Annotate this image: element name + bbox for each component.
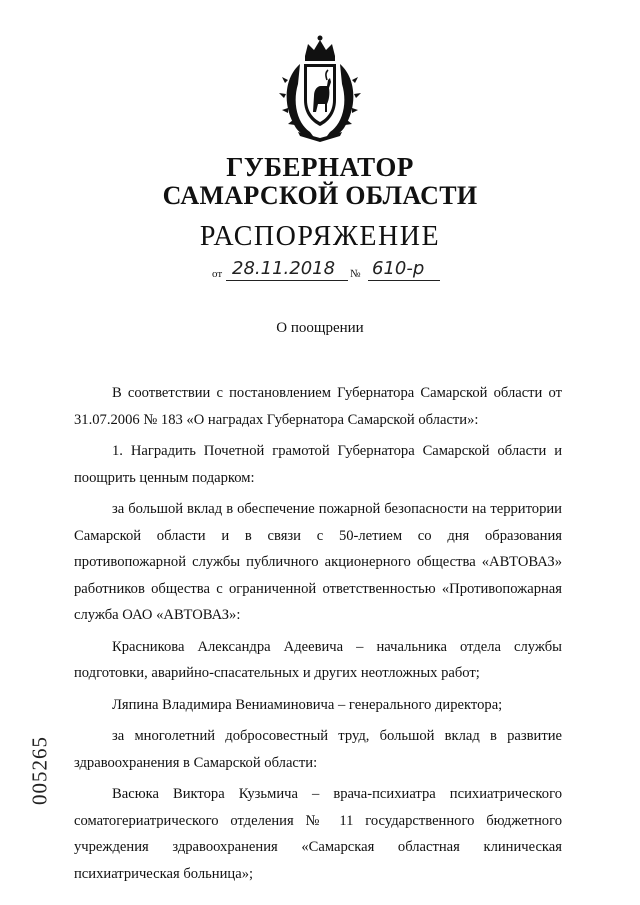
body-paragraph: Васюка Виктора Кузьмича – врача-психиатра психиатрического соматогериатрического отделения № 11 государственного бюджетного учреждения здравоохранения «Самарская областная клиническая психиатрическая больница»; [74,786,562,882]
document-number: 610-р [372,258,425,279]
document-subject: О поощрении [276,320,364,336]
header-title-line2: САМАРСКОЙ ОБЛАСТИ [162,181,478,210]
document-date: 28.11.2018 [232,258,336,279]
coat-of-arms-icon [270,34,370,144]
body-paragraph: 1. Наградить Почетной грамотой Губернатора Самарской области и поощрить ценным подарком: [74,443,562,486]
number-label: № [350,268,361,280]
body-paragraph: В соответствии с постановлением Губернатора Самарской области от 31.07.2006 № 183 «О наградах Губернатора Самарской области»: [74,385,562,428]
document-type: РАСПОРЯЖЕНИЕ [199,221,441,252]
body-paragraph: за большой вклад в обеспечение пожарной безопасности на территории Самарской области и в связи с 50-летием со дня образования противопожарной службы публичного акционерного общества «АВТОВАЗ» работников общества с ограниченной ответственностью «Противопожарная служба ОАО «АВТОВАЗ»: [74,501,562,623]
date-underline [226,280,348,281]
body-paragraph: Ляпина Владимира Вениаминовича – генерального директора; [112,696,503,713]
body-paragraph: Красникова Александра Адеевича – начальника отдела службы подготовки, аварийно-спасательных и других неотложных работ; [74,638,562,681]
date-number-line [212,258,472,284]
body-paragraph: за многолетний добросовестный труд, большой вклад в развитие здравоохранения в Самарской области: [74,728,562,771]
side-stamp-number: 005265 [27,736,52,805]
date-label: от [212,268,223,280]
header-title-line1: ГУБЕРНАТОР [226,152,414,182]
number-underline [368,280,440,281]
side-registration-stamp [28,725,52,815]
document-body [74,380,562,887]
